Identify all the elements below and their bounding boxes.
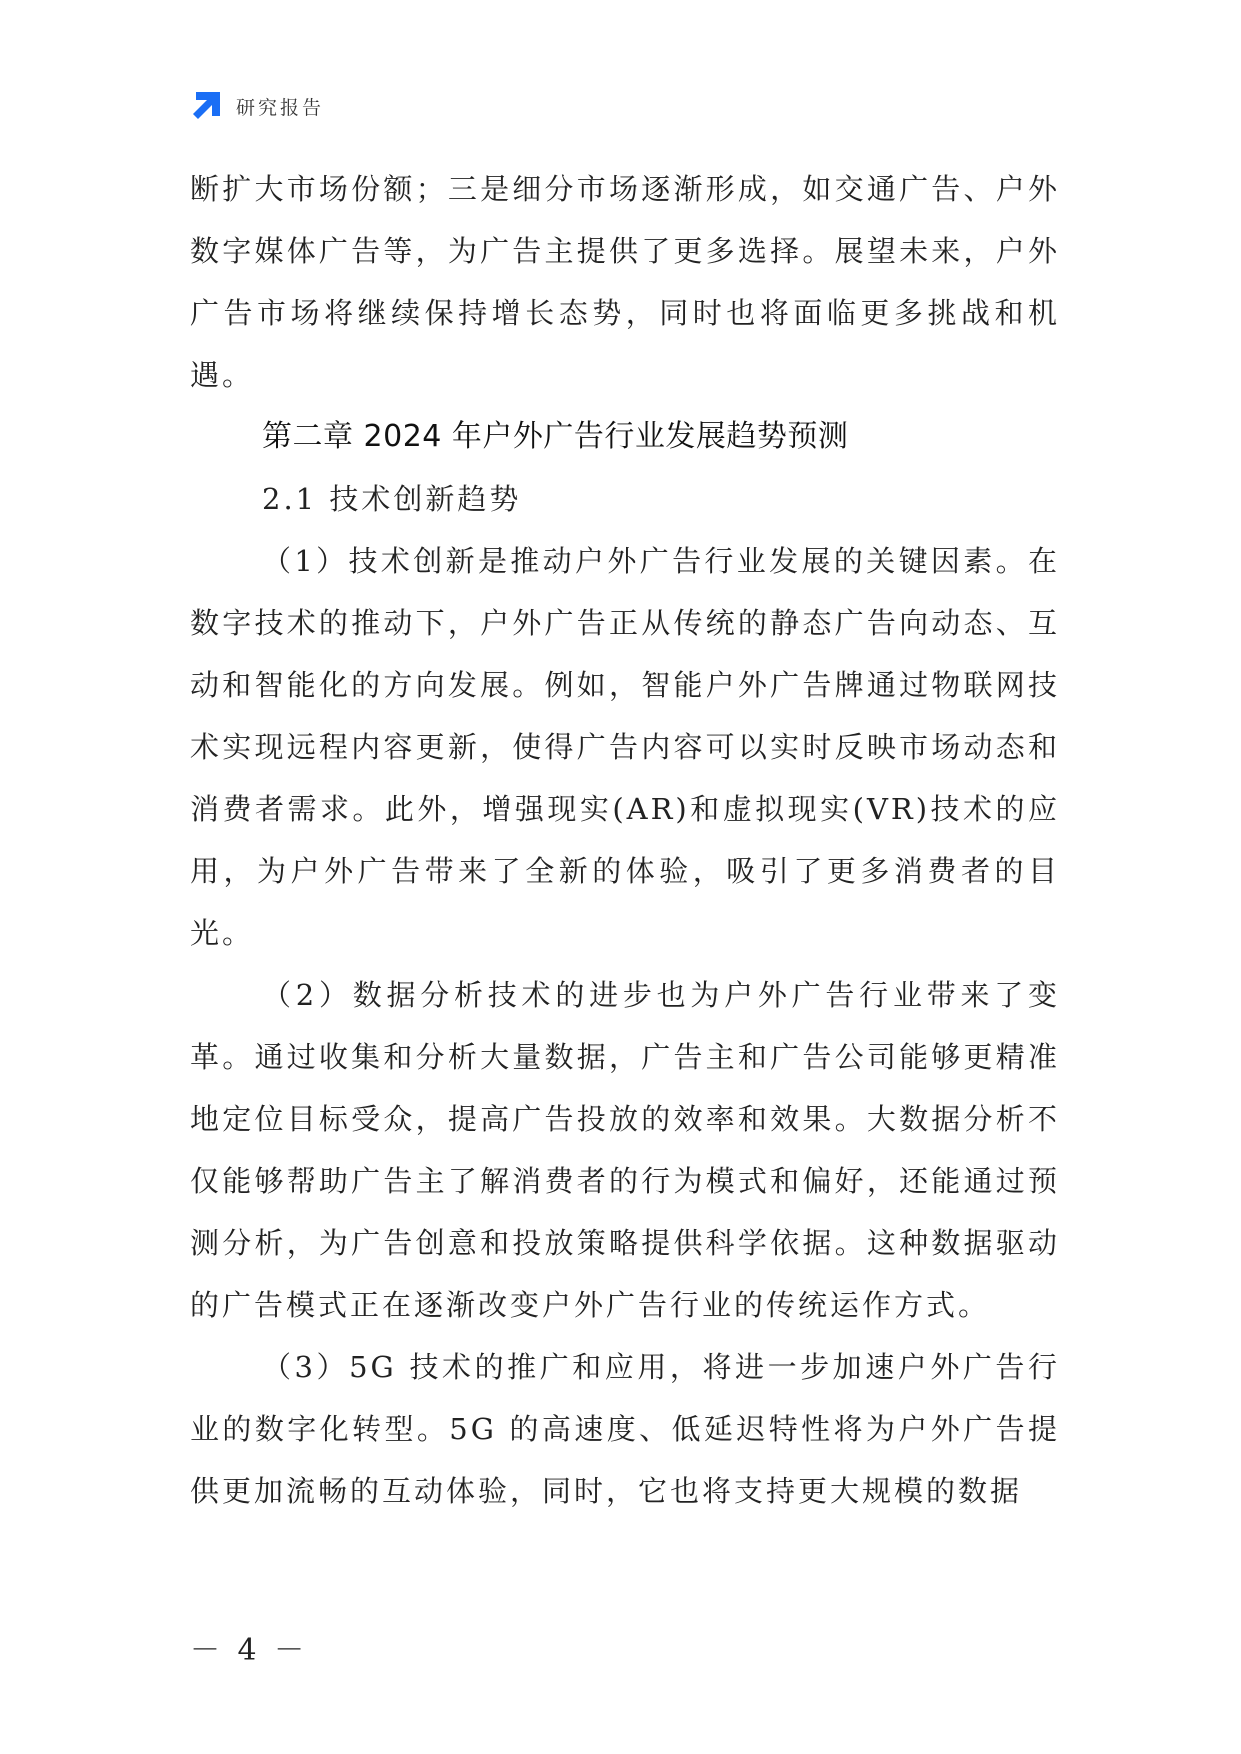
paragraph-2: （2）数据分析技术的进步也为户外广告行业带来了变革。通过收集和分析大量数据，广告主和广告公司能够更精准地定位目标受众，提高广告投放的效率和效果。大数据分析不仅能够帮助广告主了解消费者的行为模式和偏好，还能通过预测分析，为广告创意和投放策略提供科学依据。这种数据驱动的广告模式正在逐渐改变户外广告行业的传统运作方式。 — [190, 978, 1060, 1322]
document-body — [190, 158, 1060, 1522]
arrow-up-right-icon — [190, 90, 222, 122]
header-title: 研究报告 — [236, 96, 325, 119]
section-heading: 2.1 技术创新趋势 — [262, 482, 522, 516]
paragraph-3: （3）5G 技术的推广和应用，将进一步加速户外广告行业的数字化转型。5G 的高速度、低延迟特性将为户外广告提供更加流畅的互动体验，同时，它也将支持更大规模的数据 — [190, 1350, 1060, 1508]
chapter-heading: 第二章 2024 年户外广告行业发展趋势预测 — [262, 419, 849, 454]
page-number: － 4 － — [190, 1633, 309, 1668]
page-header — [190, 88, 324, 124]
paragraph-1: （1）技术创新是推动户外广告行业发展的关键因素。在数字技术的推动下，户外广告正从传统的静态广告向动态、互动和智能化的方向发展。例如，智能户外广告牌通过物联网技术实现远程内容更新，使得广告内容可以实时反映市场动态和消费者需求。此外，增强现实(AR)和虚拟现实(VR)技术的应用，为户外广告带来了全新的体验，吸引了更多消费者的目光。 — [190, 544, 1060, 950]
paragraph-intro: 断扩大市场份额；三是细分市场逐渐形成，如交通广告、户外数字媒体广告等，为广告主提供了更多选择。展望未来，户外广告市场将继续保持增长态势，同时也将面临更多挑战和机遇。 — [190, 172, 1060, 392]
